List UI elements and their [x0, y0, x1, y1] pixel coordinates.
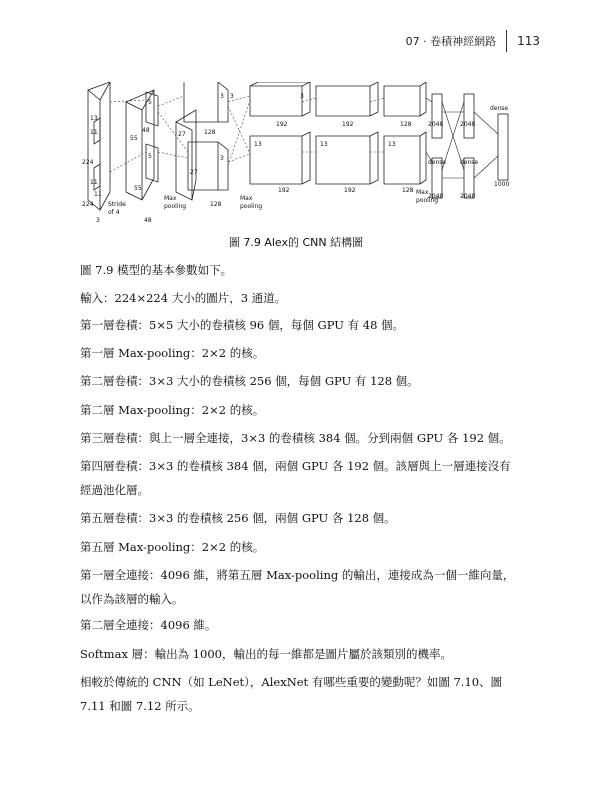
lbl-c1-5b: 5: [148, 153, 152, 160]
lbl-mp2b: pooling: [240, 203, 263, 210]
lbl-mp1b: pooling: [164, 203, 187, 210]
alexnet-diagram: [80, 82, 525, 232]
lbl-mp3b: pooling: [416, 197, 439, 204]
lbl-in-224a: 224: [82, 159, 94, 166]
lbl-c2-27a: 27: [178, 131, 186, 138]
lbl-c3-3a: 3: [230, 93, 234, 100]
paragraph: 第二層全連接：4096 維。: [80, 618, 217, 632]
lbl-c1-5a: 5: [148, 99, 152, 106]
paragraph: 第四層卷積：3×3 的卷積核 384 個，兩個 GPU 各 192 個。該層與上一層連接沒有經過池化層。: [80, 459, 511, 497]
page-header: [406, 30, 540, 52]
lbl-c1-55b: 55: [134, 185, 142, 192]
lbl-in-11b: 11: [90, 179, 98, 186]
paragraph: 輸入：224×224 大小的圖片，3 通道。: [80, 291, 287, 305]
lbl-2048b: 2048: [460, 121, 476, 128]
paragraph: Softmax 層：輸出為 1000，輸出的每一維都是圖片屬於該類別的機率。: [80, 647, 453, 661]
lbl-1000: 1000: [494, 181, 510, 188]
figure-caption: 圖 7.9 Alex的 CNN 結構圖: [228, 236, 364, 249]
lbl-c5-128b: 128: [402, 187, 414, 194]
lbl-c2-3a: 3: [220, 93, 224, 100]
lbl-c3-13a: 13: [254, 141, 262, 148]
lbl-c2-27b: 27: [190, 169, 198, 176]
paragraph: 第五層 Max-pooling：2×2 的核。: [80, 540, 265, 554]
lbl-c3-192b: 192: [278, 187, 290, 194]
lbl-c1-55a: 55: [130, 135, 138, 142]
lbl-in-13: 13: [90, 115, 98, 122]
header-divider: [506, 30, 507, 52]
lbl-c4-192a: 192: [342, 121, 354, 128]
lbl-in-224b: 224: [82, 201, 94, 208]
lbl-mp1: Max: [164, 195, 177, 202]
lbl-c2-128a: 128: [204, 129, 216, 136]
lbl-dense2: dense: [460, 159, 479, 166]
lbl-c4-3: 3: [300, 93, 304, 100]
lbl-in-3: 3: [96, 217, 100, 224]
lbl-dense3: dense: [490, 105, 509, 112]
lbl-2048c: 2048: [428, 193, 444, 200]
lbl-c1-48b: 48: [144, 217, 152, 224]
lbl-c4-13: 13: [320, 141, 328, 148]
lbl-dense1: dense: [428, 159, 447, 166]
lbl-stride: Stride: [108, 201, 126, 208]
paragraph: 第一層卷積：5×5 大小的卷積核 96 個，每個 GPU 有 48 個。: [80, 318, 405, 332]
lbl-c4-192b: 192: [344, 187, 356, 194]
lbl-in-11c: 11: [94, 191, 102, 198]
page-number: 113: [517, 34, 540, 48]
lbl-2048a: 2048: [428, 121, 444, 128]
lbl-c5-13: 13: [388, 141, 396, 148]
paragraph: 相較於傳統的 CNN（如 LeNet），AlexNet 有哪些重要的變動呢？如圖 7.10、圖 7.11 和圖 7.12 所示。: [80, 675, 503, 713]
paragraph: 第一層 Max-pooling：2×2 的核。: [80, 346, 265, 360]
lbl-c2-3b: 3: [220, 155, 224, 162]
lbl-c3-192a: 192: [276, 121, 288, 128]
paragraph: 第五層卷積：3×3 的卷積核 256 個，兩個 GPU 各 128 個。: [80, 511, 396, 525]
paragraph: 第二層卷積：3×3 大小的卷積核 256 個，每個 GPU 有 128 個。: [80, 374, 419, 388]
paragraph: 第三層卷積：與上一層全連接，3×3 的卷積核 384 個。分到兩個 GPU 各 192 個。: [80, 431, 511, 445]
chapter-title: 07 · 卷積神經網路: [405, 35, 497, 48]
paragraph: 第二層 Max-pooling：2×2 的核。: [80, 403, 265, 417]
paragraph: 第一層全連接：4096 維，將第五層 Max-pooling 的輸出，連接成為一個一維向量，以作為該層的輸入。: [80, 568, 515, 606]
lbl-of4: of 4: [108, 209, 120, 216]
lbl-2048d: 2048: [460, 193, 476, 200]
lbl-mp2: Max: [240, 195, 253, 202]
lbl-mp3: Max: [416, 189, 429, 196]
lbl-in-11a: 11: [90, 129, 98, 136]
lbl-c2-128b: 128: [210, 201, 222, 208]
lbl-c1-48a: 48: [142, 127, 150, 134]
lbl-c5-128a: 128: [400, 121, 412, 128]
paragraph: 圖 7.9 模型的基本參數如下。: [80, 263, 233, 277]
